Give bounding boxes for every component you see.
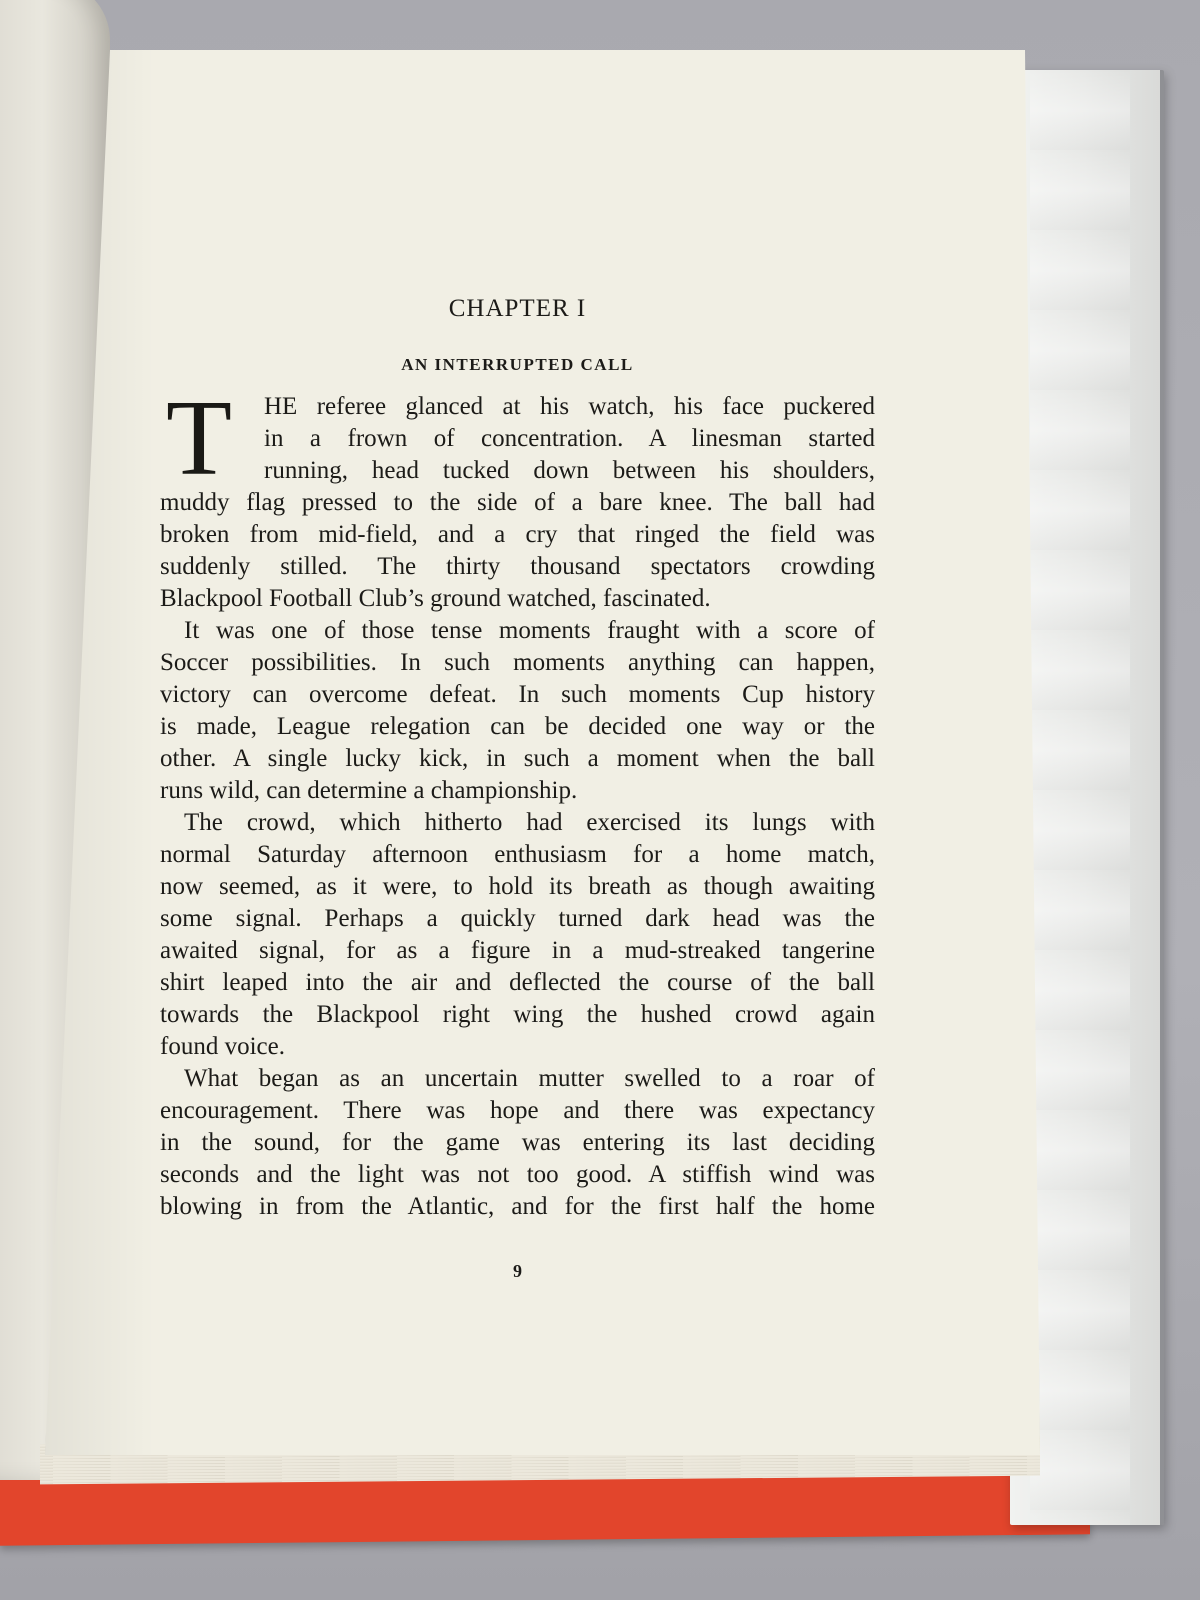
page-number: 9 [513,1261,522,1281]
text-line: Soccer possibilities. In such moments anything can happen, [160,649,875,676]
section-title: AN INTERRUPTED CALL [401,355,634,374]
first-paragraph [160,379,875,615]
text-line: broken from mid-field, and a cry that ringed the field was [160,521,875,548]
text-line: towards the Blackpool right wing the hushed crowd again [160,1001,875,1028]
text-line: blowing in from the Atlantic, and for the first half the home [160,1193,875,1220]
text-line: victory can overcome defeat. In such moments Cup history [160,681,875,708]
text-line: It was one of those tense moments fraught with a score of [184,617,875,644]
text-line: awaited signal, for as a figure in a mud-streaked tangerine [160,937,875,964]
text-line: The crowd, which hitherto had exercised its lungs with [184,809,875,836]
text-line: HE referee glanced at his watch, his face puckered [264,393,875,420]
text-line: now seemed, as it were, to hold its breath as though awaiting [160,873,875,900]
text-line: encouragement. There was hope and there was expectancy [160,1097,875,1124]
text-line: shirt leaped into the air and deflected the course of the ball [160,969,875,996]
third-paragraph [160,807,875,1063]
text-line: muddy flag pressed to the side of a bare knee. The ball had [160,489,875,516]
text-line: running, head tucked down between his shoulders, [264,457,875,484]
drop-cap: T [166,379,232,498]
fourth-paragraph [160,1063,875,1223]
text-line: Blackpool Football Club’s ground watched, fascinated. [160,585,711,612]
text-line: normal Saturday afternoon enthusiasm for a home match, [160,841,875,868]
text-line: What began as an uncertain mutter swelled to a roar of [184,1065,875,1092]
chapter-title: CHAPTER I [448,295,587,322]
text-line: in a frown of concentration. A linesman started [264,425,875,452]
text-line: is made, League relegation can be decided one way or the [160,713,875,740]
text-line: in the sound, for the game was entering its last deciding [160,1129,875,1156]
text-line: other. A single lucky kick, in such a moment when the ball [160,745,875,772]
text-line: suddenly stilled. The thirty thousand spectators crowding [160,553,875,580]
text-line: found voice. [160,1033,285,1060]
text-line: seconds and the light was not too good. A stiffish wind was [160,1161,875,1188]
second-paragraph [160,615,875,807]
text-line: runs wild, can determine a championship. [160,777,578,804]
text-line: some signal. Perhaps a quickly turned dark head was the [160,905,875,932]
page-text [160,295,875,1281]
